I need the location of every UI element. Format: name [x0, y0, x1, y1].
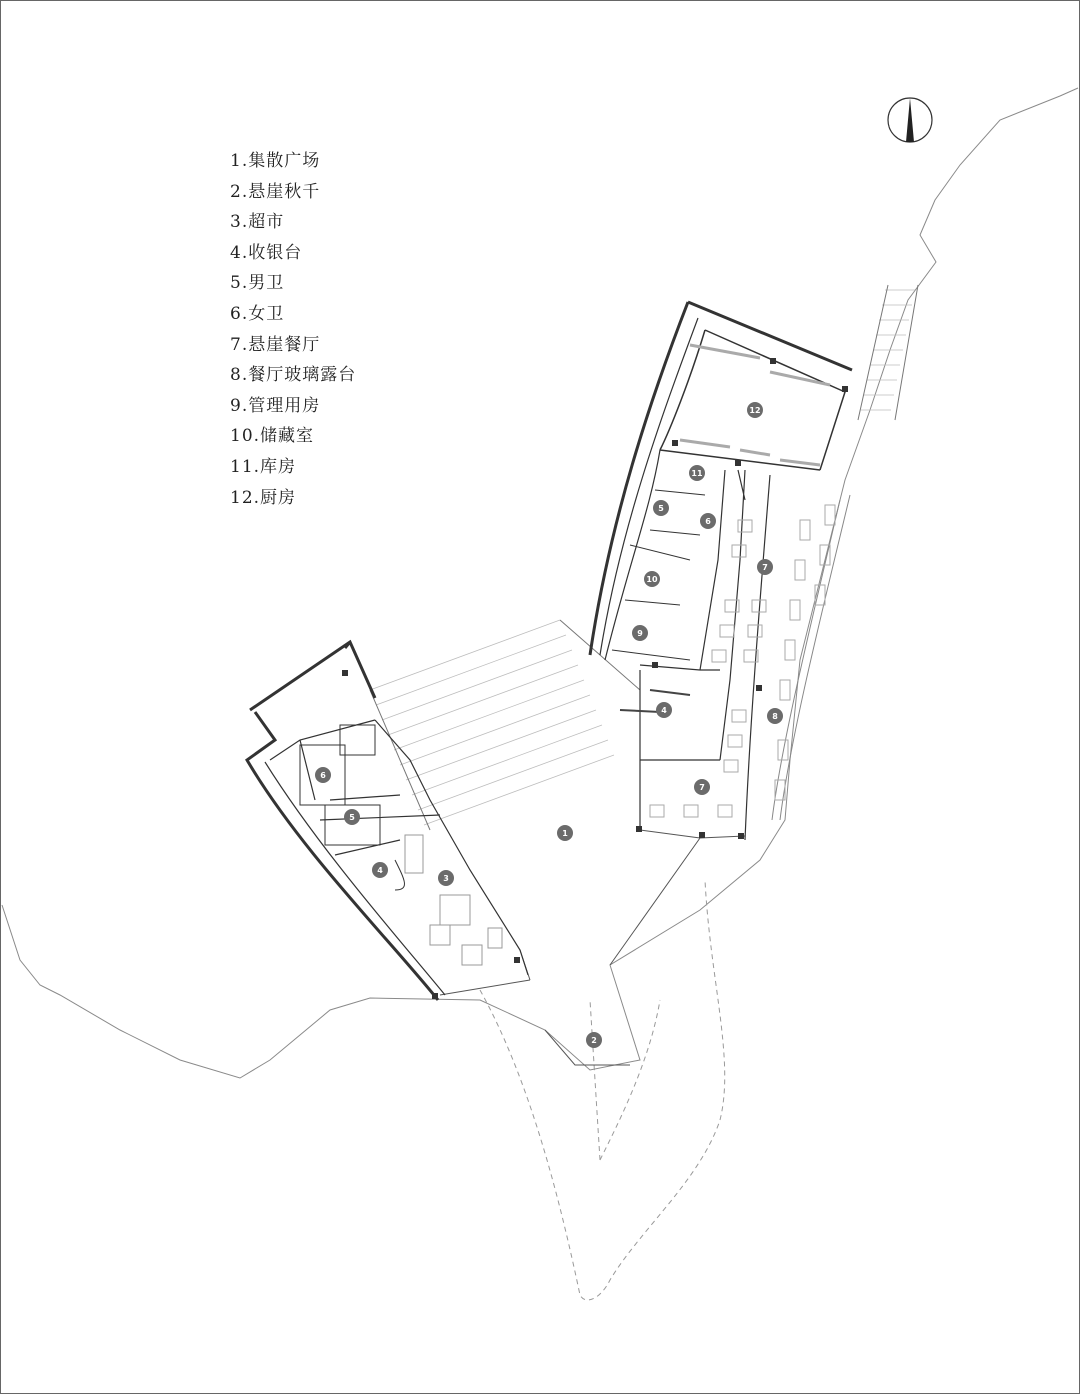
- marker-8-label: 8: [772, 712, 778, 721]
- marker-3: [438, 870, 454, 886]
- marker-6-west: [315, 767, 331, 783]
- marker-1: [557, 825, 573, 841]
- marker-7-north: [757, 559, 773, 575]
- marker-4-west: [372, 862, 388, 878]
- marker-7-north-label: 7: [762, 563, 768, 572]
- legend-item: 12.厨房: [230, 487, 297, 508]
- marker-5-west-label: 5: [349, 813, 355, 822]
- marker-12: [747, 402, 763, 418]
- marker-6-east-label: 6: [705, 517, 711, 526]
- legend-item: 6.女卫: [230, 303, 285, 324]
- west-building: [247, 642, 528, 1000]
- marker-11-label: 11: [691, 469, 703, 478]
- legend-item: 2.悬崖秋千: [230, 181, 321, 202]
- marker-10: [644, 571, 660, 587]
- marker-10-label: 10: [646, 575, 658, 584]
- marker-5-west: [344, 809, 360, 825]
- legend-item: 3.超市: [230, 212, 285, 233]
- marker-5-east-label: 5: [658, 504, 664, 513]
- plaza-outline: [440, 830, 745, 1065]
- legend-item: 11.库房: [230, 456, 297, 477]
- marker-7-south: [694, 779, 710, 795]
- marker-5-east: [653, 500, 669, 516]
- stairs-west: [370, 620, 640, 830]
- north-arrow-icon: [888, 98, 932, 142]
- legend-item: 4.收银台: [230, 242, 303, 263]
- legend-item: 9.管理用房: [230, 395, 321, 416]
- marker-8: [767, 708, 783, 724]
- marker-9-label: 9: [637, 629, 643, 638]
- marker-9: [632, 625, 648, 641]
- terrain-contour: [2, 88, 1078, 1078]
- marker-6-east: [700, 513, 716, 529]
- marker-4-west-label: 4: [377, 866, 383, 875]
- marker-2: [586, 1032, 602, 1048]
- marker-4-east-label: 4: [661, 706, 667, 715]
- marker-4-east: [656, 702, 672, 718]
- marker-1-label: 1: [562, 829, 568, 838]
- east-building: [590, 302, 852, 840]
- columns: [342, 358, 848, 999]
- room-legend: [230, 146, 356, 513]
- legend-item: 10.储藏室: [230, 426, 315, 447]
- legend-item: 1.集散广场: [230, 151, 321, 171]
- legend-item: 5.男卫: [230, 273, 285, 294]
- drawing-frame: [1, 1, 1080, 1394]
- legend-item: 7.悬崖餐厅: [230, 334, 321, 355]
- dining-furniture: [650, 505, 835, 817]
- marker-7-south-label: 7: [699, 783, 705, 792]
- marker-12-label: 12: [749, 406, 761, 415]
- legend-item: 8.餐厅玻璃露台: [230, 365, 357, 386]
- marker-11: [689, 465, 705, 481]
- marker-2-label: 2: [591, 1036, 597, 1045]
- stairs-north: [858, 285, 918, 420]
- marker-6-west-label: 6: [320, 771, 326, 780]
- marker-3-label: 3: [443, 874, 449, 883]
- swing-path: [480, 880, 725, 1300]
